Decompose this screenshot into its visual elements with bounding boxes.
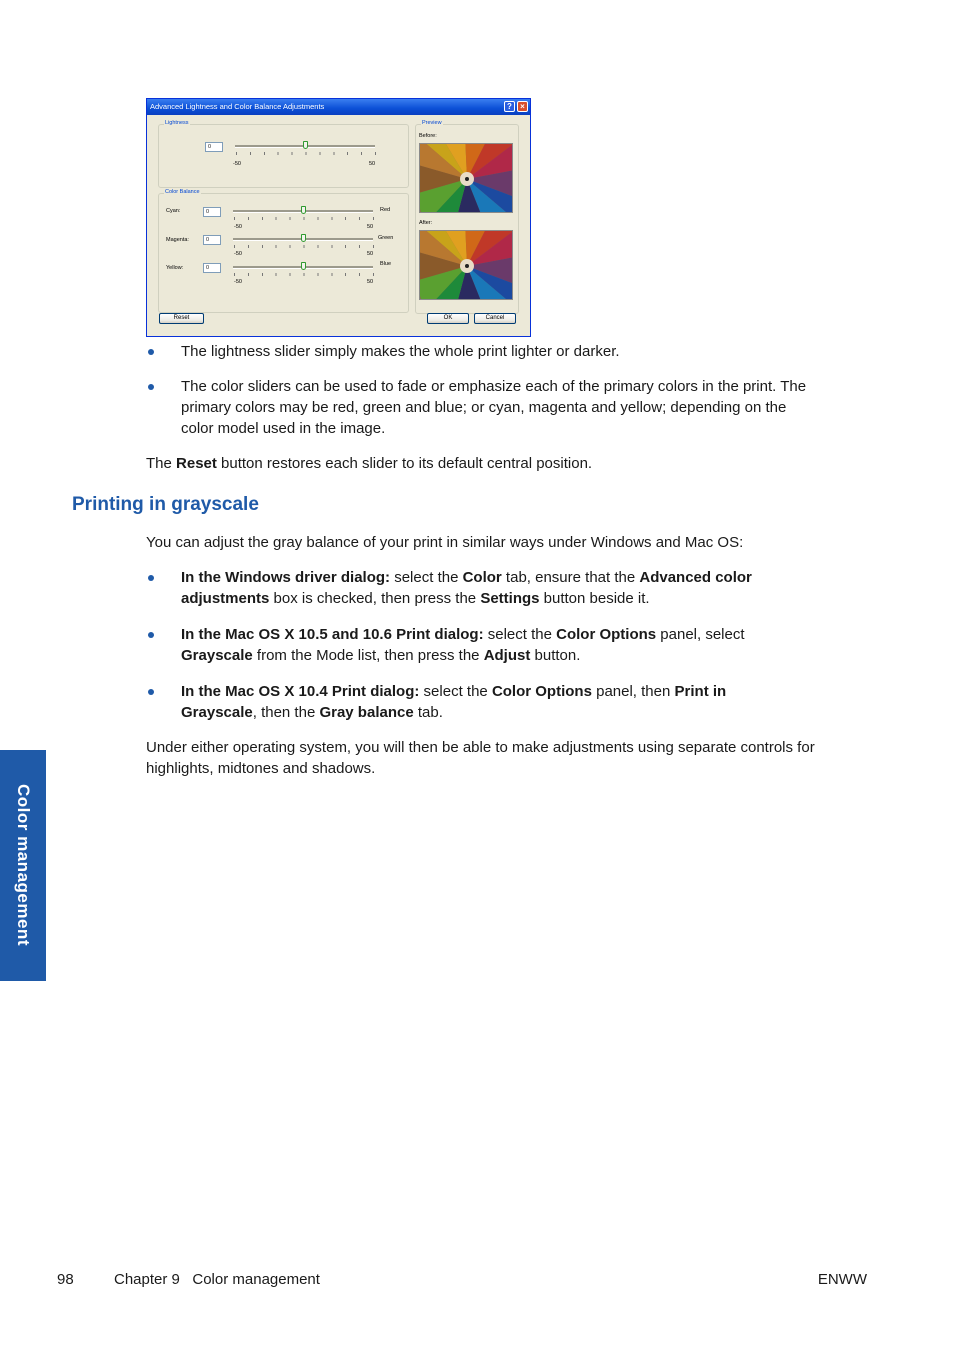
yellow-min-label: -50 <box>234 279 242 285</box>
lightness-group-label: Lightness <box>165 120 189 126</box>
section-intro: You can adjust the gray balance of your print in similar ways under Windows and Mac OS: <box>146 534 744 551</box>
chapter-side-tab-label: Color management <box>14 784 33 946</box>
ok-button[interactable]: OK <box>427 313 469 324</box>
blue-end-label: Blue <box>380 261 392 267</box>
after-preview-image <box>419 230 513 300</box>
bullet-marker <box>148 632 154 638</box>
red-end-label: Red <box>380 207 391 213</box>
chapter-side-tab <box>0 750 46 981</box>
yellow-blue-slider-ticks <box>234 273 374 276</box>
close-icon[interactable]: × <box>517 101 528 112</box>
bullet-marker <box>148 349 154 355</box>
lightness-min-label: -50 <box>233 161 241 167</box>
bullet-marker <box>148 575 154 581</box>
cyan-value-input[interactable]: 0 <box>203 207 221 217</box>
dialog-screenshot <box>146 98 531 337</box>
color-balance-group <box>158 189 409 313</box>
mac-104-item-line2: Grayscale, then the Gray balance tab. <box>181 704 443 721</box>
section-heading: Printing in grayscale <box>72 494 259 515</box>
yellow-max-label: 50 <box>367 279 374 285</box>
cyan-min-label: -50 <box>234 224 242 230</box>
color-sliders-bullet-line2: primary colors may be red, green and blue; or cyan, magenta and yellow; depending on the <box>181 399 787 416</box>
pencils-photo-before <box>420 144 513 213</box>
footer-enww: ENWW <box>817 1271 867 1288</box>
mac-104-item-line1: In the Mac OS X 10.4 Print dialog: select the Color Options panel, then Print in <box>181 683 727 700</box>
help-icon[interactable]: ? <box>504 101 515 112</box>
color-balance-group-label: Color Balance <box>165 189 200 195</box>
green-end-label: Green <box>378 235 394 241</box>
windows-item-line2: adjustments box is checked, then press the Settings button beside it. <box>181 590 650 607</box>
dialog-title-bar <box>147 99 530 115</box>
before-label: Before: <box>419 133 437 139</box>
closing-paragraph-line1: Under either operating system, you will then be able to make adjustments using separate controls for <box>146 739 815 756</box>
windows-item-line1: In the Windows driver dialog: select the Color tab, ensure that the Advanced color <box>181 569 752 586</box>
before-preview-image <box>419 143 513 213</box>
lightness-slider-thumb[interactable] <box>303 141 308 149</box>
footer-chapter: Chapter 9 Color management <box>114 1271 320 1288</box>
lightness-value-input[interactable]: 0 <box>205 142 223 152</box>
cyan-red-slider-ticks <box>234 217 374 220</box>
magenta-value-input[interactable]: 0 <box>203 235 221 245</box>
lightness-max-label: 50 <box>369 161 376 167</box>
color-sliders-bullet-line3: color model used in the image. <box>181 420 386 437</box>
mac-105-item-line2: Grayscale from the Mode list, then press the Adjust button. <box>181 647 581 664</box>
yellow-blue-slider-thumb[interactable] <box>301 262 306 270</box>
lightness-group <box>158 120 409 188</box>
bullet-marker <box>148 689 154 695</box>
cyan-max-label: 50 <box>367 224 374 230</box>
after-label: After: <box>419 220 433 226</box>
preview-group-label: Preview <box>422 120 442 126</box>
yellow-value-input[interactable]: 0 <box>203 263 221 273</box>
closing-paragraph-line2: highlights, midtones and shadows. <box>146 760 376 777</box>
preview-group <box>415 120 519 314</box>
magenta-green-slider-ticks <box>234 245 374 248</box>
pencils-photo-after <box>420 231 513 300</box>
cyan-red-slider-thumb[interactable] <box>301 206 306 214</box>
magenta-label: Magenta: <box>166 237 189 243</box>
magenta-green-slider-thumb[interactable] <box>301 234 306 242</box>
page-number: 98 <box>57 1271 74 1288</box>
reset-button[interactable]: Reset <box>159 313 204 324</box>
color-sliders-bullet-line1: The color sliders can be used to fade or emphasize each of the primary colors in the print. The <box>181 378 807 395</box>
yellow-label: Yellow: <box>166 265 184 271</box>
mac-105-item-line1: In the Mac OS X 10.5 and 10.6 Print dialog: select the Color Options panel, select <box>181 626 745 643</box>
bullet-marker <box>148 384 154 390</box>
dialog-body <box>147 115 530 336</box>
magenta-min-label: -50 <box>234 251 242 257</box>
cyan-label: Cyan: <box>166 208 181 214</box>
lightness-slider-ticks <box>236 152 376 155</box>
magenta-max-label: 50 <box>367 251 374 257</box>
dialog-title: Advanced Lightness and Color Balance Adjustments <box>150 102 325 111</box>
lightness-bullet-text: The lightness slider simply makes the whole print lighter or darker. <box>181 343 620 360</box>
reset-paragraph: The Reset button restores each slider to its default central position. <box>146 455 593 472</box>
cancel-button[interactable]: Cancel <box>474 313 516 324</box>
